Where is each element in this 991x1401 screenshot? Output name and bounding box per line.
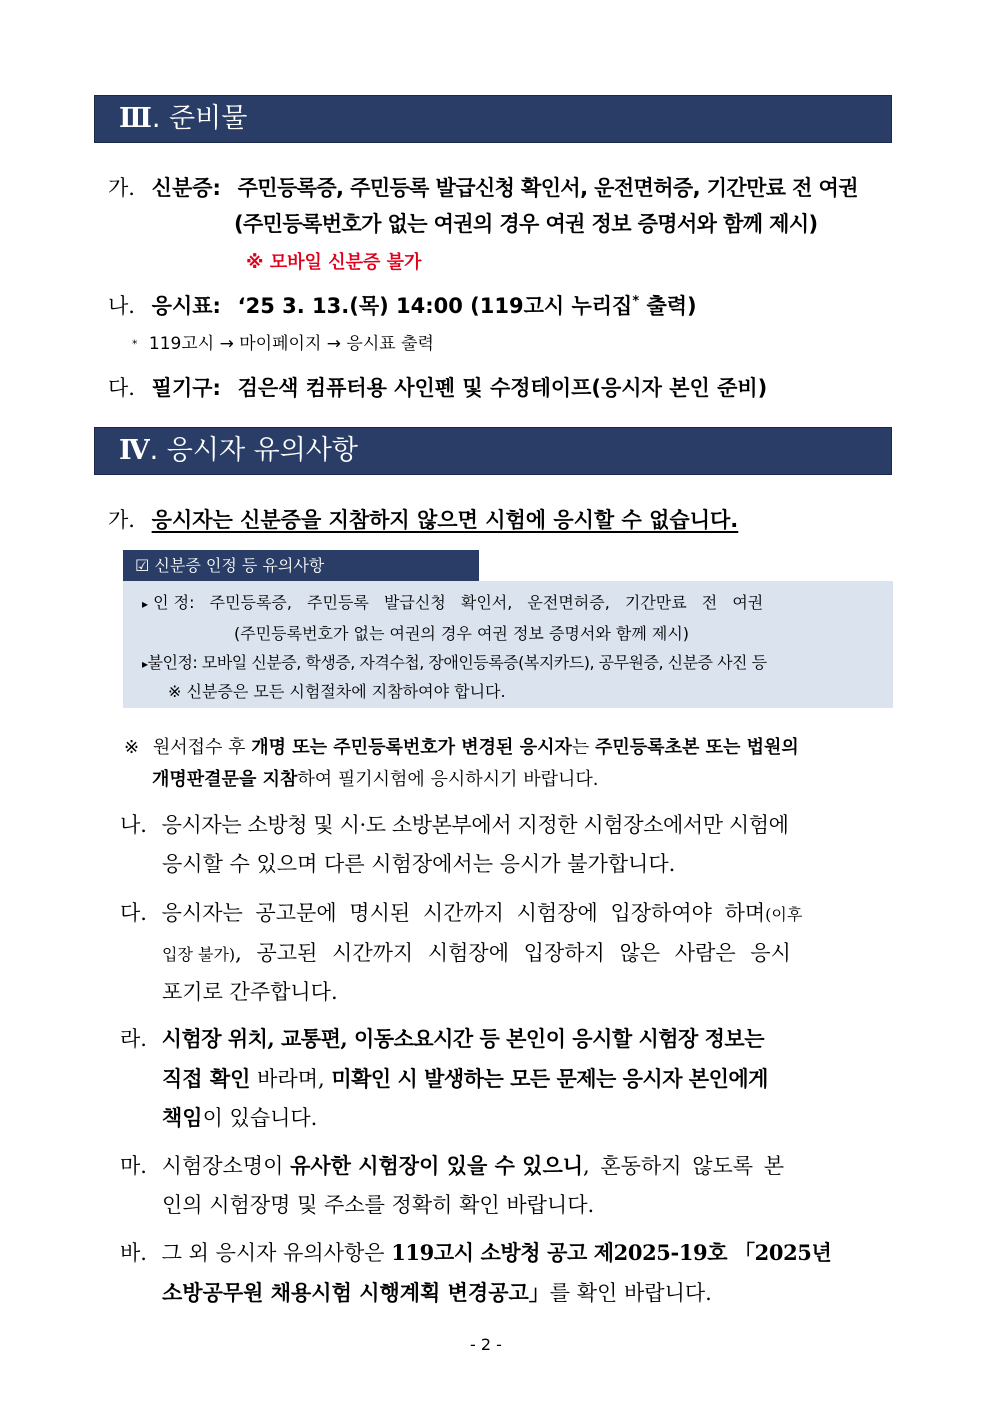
item-marker: 라.: [120, 1027, 147, 1051]
item-text: , 공고된 시간까지 시험장에 입장하지 않은 사람은 응시: [235, 941, 791, 965]
item-marker: 가.: [108, 508, 135, 532]
item-label: 응시표:: [151, 294, 221, 318]
note-text: 는: [571, 737, 596, 758]
item-4c: [120, 897, 802, 927]
item-text: 응시자는 공고문에 명시된 시간까지 시험장에 입장하여야 하며: [161, 901, 766, 925]
item-text: 응시자는 신분증을 지참하지 않으면 시험에 응시할 수 없습니다.: [151, 508, 739, 532]
item-marker: 다.: [120, 901, 147, 925]
item-text: , 혼동하지 않도록 본: [583, 1154, 785, 1178]
note-mark: ※: [124, 737, 140, 758]
item-bold: 책임: [162, 1105, 203, 1130]
item-text: 그 외 응시자 유의사항은: [161, 1241, 392, 1265]
id-notice-title: ☑ 신분증 인정 등 유의사항: [123, 550, 479, 581]
footnote-star: *: [632, 294, 640, 309]
item-text: 바라며,: [250, 1067, 332, 1091]
name-change-note-cont: [152, 765, 598, 791]
item-4f-cont: [162, 1277, 712, 1307]
item-4f: [120, 1237, 831, 1267]
item-bold: 119고시 소방청 공고 제2025-19호 「2025년: [391, 1240, 832, 1265]
note-text: 하여 필기시험에 응시하시기 바랍니다.: [297, 769, 599, 790]
row-label: 인 정:: [153, 593, 195, 612]
section-title: . 준비물: [151, 103, 248, 134]
name-change-note: [124, 733, 799, 759]
item-marker: 바.: [120, 1241, 147, 1265]
footnote: [132, 329, 434, 354]
item-text-end: 출력): [639, 294, 697, 318]
accepted-id-row: [142, 590, 763, 613]
footnote-text: 119고시 → 마이페이지 → 응시표 출력: [148, 334, 434, 354]
item-bold: 직접 확인: [162, 1066, 251, 1091]
item-text: 응시자는 소방청 및 시·도 소방본부에서 지정한 시험장소에서만 시험에: [161, 813, 789, 837]
accepted-id-cont: (주민등록번호가 없는 여권의 경우 여권 정보 증명서와 함께 제시): [234, 624, 690, 643]
mobile-id-warning: ※ 모바일 신분증 불가: [246, 252, 422, 273]
item-4a: [108, 504, 738, 534]
item-4e: [120, 1150, 784, 1180]
note-bold: 개명판결문을 지참: [152, 769, 298, 790]
item-4b: [120, 809, 789, 839]
footnote-star: *: [132, 337, 138, 351]
item-small: (이후: [765, 905, 803, 924]
item-text: 주민등록증, 주민등록 발급신청 확인서, 운전면허증, 기간만료 전 여권: [237, 176, 858, 200]
item-4c-cont2: 포기로 간주합니다.: [162, 980, 338, 1004]
section-title: . 응시자 유의사항: [149, 435, 358, 466]
section-number: Ⅳ: [119, 435, 150, 466]
item-4b-cont: 응시할 수 있으며 다른 시험장에서는 응시가 불가합니다.: [162, 852, 676, 876]
arrow-icon: ▸: [142, 597, 149, 611]
item-bold: 유사한 시험장이 있을 수 있으니: [290, 1153, 584, 1178]
row-label: 불인정:: [147, 653, 198, 672]
item-3a-cont: (주민등록번호가 없는 여권의 경우 여권 정보 증명서와 함께 제시): [234, 212, 818, 236]
note-bold: 주민등록초본 또는 법원의: [595, 737, 799, 758]
item-marker: 마.: [120, 1154, 147, 1178]
item-4d-cont: [162, 1063, 768, 1093]
item-bold: 소방공무원 채용시험 시행계획 변경공고」: [162, 1280, 550, 1305]
section-header-4: [94, 427, 892, 475]
item-3c: [108, 372, 767, 402]
item-text: 를 확인 바랍니다.: [549, 1281, 712, 1305]
item-bold: 시험장 위치, 교통편, 이동소요시간 등 본인이 응시할 시험장 정보는: [161, 1026, 764, 1051]
item-marker: 나.: [120, 813, 147, 837]
item-text: 이 있습니다.: [202, 1106, 318, 1130]
note-text: 원서접수 후: [152, 737, 252, 758]
arrow-icon: ▸: [142, 657, 148, 671]
item-4e-cont: 인의 시험장명 및 주소를 정확히 확인 바랍니다.: [162, 1193, 595, 1217]
page-number: - 2 -: [470, 1335, 502, 1354]
item-bold: 미확인 시 발생하는 모든 문제는 응시자 본인에게: [331, 1066, 768, 1091]
item-marker: 나.: [108, 294, 135, 318]
note-bold: 개명 또는 주민등록번호가 변경된 응시자: [251, 737, 572, 758]
id-carry-note: ※ 신분증은 모든 시험절차에 지참하여야 합니다.: [168, 682, 506, 701]
item-4d: [120, 1023, 764, 1053]
item-3a: [108, 172, 858, 202]
section-number: Ⅲ: [119, 103, 152, 134]
section-header-3: [94, 95, 892, 143]
item-marker: 가.: [108, 176, 135, 200]
item-marker: 다.: [108, 376, 135, 400]
item-text: 검은색 컴퓨터용 사인펜 및 수정테이프(응시자 본인 준비): [237, 376, 768, 400]
row-text: 모바일 신분증, 학생증, 자격수첩, 장애인등록증(복지카드), 공무원증, 신분증 사진 등: [201, 653, 767, 672]
item-label: 신분증:: [151, 176, 221, 200]
row-text: 주민등록증, 주민등록 발급신청 확인서, 운전면허증, 기간만료 전 여권: [209, 593, 764, 612]
item-4d-cont2: [162, 1102, 317, 1132]
item-4c-cont: [162, 937, 791, 967]
item-3b: [108, 290, 697, 320]
item-text: ‘25 3. 13.(목) 14:00 (119고시 누리집: [237, 294, 633, 318]
rejected-id-row: [142, 650, 767, 673]
item-small: 입장 불가): [162, 945, 236, 964]
item-text: 시험장소명이: [161, 1154, 291, 1178]
item-label: 필기구:: [151, 376, 221, 400]
